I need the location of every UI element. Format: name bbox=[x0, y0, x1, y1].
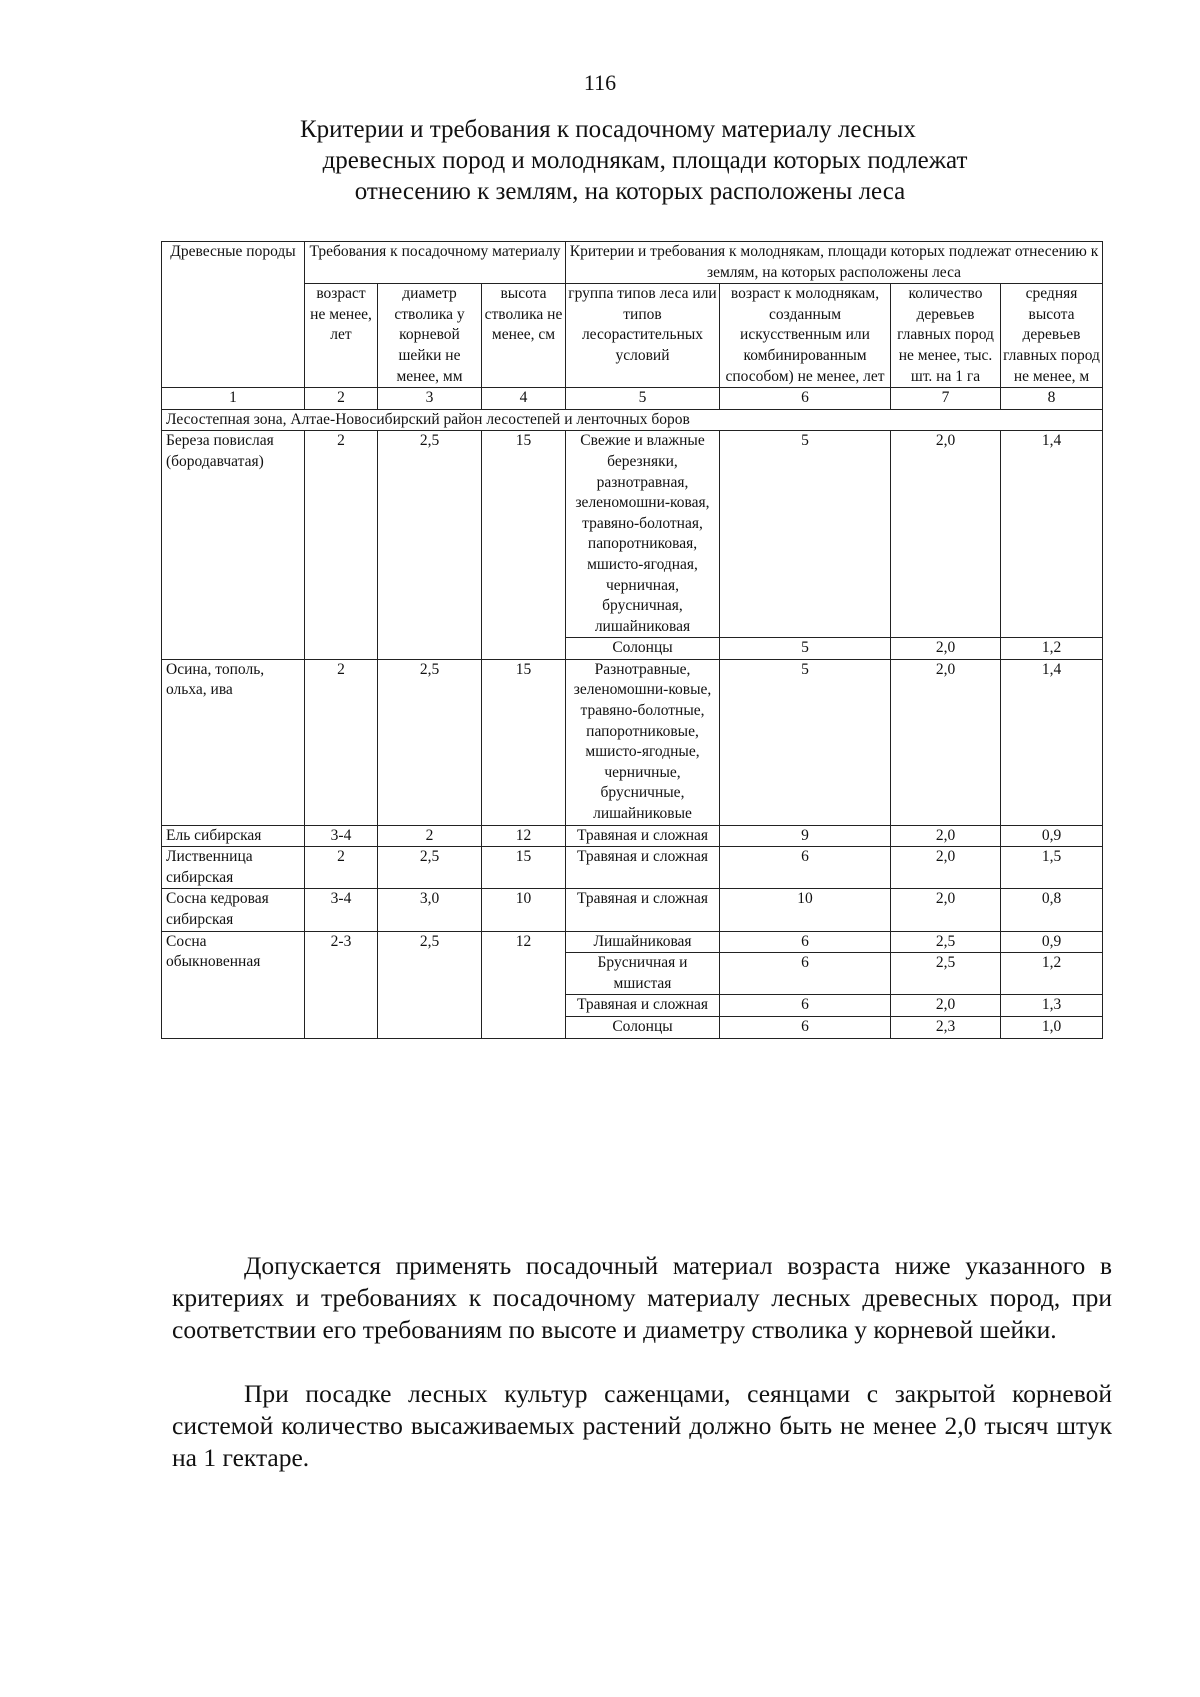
title-line-2: древесных пород и молоднякам, площади которых подлежат bbox=[322, 147, 968, 174]
cell-height: 12 bbox=[482, 931, 566, 1038]
page-number: 116 bbox=[583, 70, 617, 95]
table-header-row bbox=[162, 242, 1103, 284]
cell-avg-height: 0,8 bbox=[1001, 889, 1103, 931]
cell-avg-height: 1,4 bbox=[1001, 431, 1103, 638]
cell-forest-type: Травяная и сложная bbox=[566, 825, 720, 847]
paragraph-1 bbox=[172, 1250, 1112, 1346]
cell-avg-height: 1,5 bbox=[1001, 847, 1103, 889]
title-line-3: отнесению к землям, на которых расположены леса bbox=[354, 178, 906, 205]
cell-young-age: 6 bbox=[720, 1016, 891, 1038]
table-row bbox=[162, 847, 1103, 889]
table-row bbox=[162, 659, 1103, 825]
header-young-age: возраст к молоднякам, созданным искусственным или комбинированным способом) не менее, лет bbox=[720, 284, 891, 388]
cell-age: 2 bbox=[305, 431, 378, 660]
column-numbers-row bbox=[162, 388, 1103, 410]
cell-young-age: 5 bbox=[720, 431, 891, 638]
cell-species: Сосна обыкновенная bbox=[162, 931, 305, 1038]
cell-forest-type: Травяная и сложная bbox=[566, 889, 720, 931]
paragraph-2 bbox=[172, 1378, 1112, 1474]
cell-forest-type: Свежие и влажные березняки, разнотравная, зеленомошни-ковая, травяно-болотная, папоротниковая, мшисто-ягодная, черничная, брусничная, лишайниковая bbox=[566, 431, 720, 638]
cell-diameter: 2,5 bbox=[378, 431, 482, 660]
header-avg-height: средняя высота деревьев главных пород не менее, м bbox=[1001, 284, 1103, 388]
cell-young-age: 6 bbox=[720, 953, 891, 995]
cell-age: 2 bbox=[305, 847, 378, 889]
table-row bbox=[162, 931, 1103, 953]
cell-avg-height: 1,3 bbox=[1001, 995, 1103, 1017]
cell-age: 3-4 bbox=[305, 889, 378, 931]
cell-species: Береза повислая (бородавчатая) bbox=[162, 431, 305, 660]
cell-avg-height: 0,9 bbox=[1001, 931, 1103, 953]
cell-tree-count: 2,0 bbox=[891, 847, 1001, 889]
cell-avg-height: 1,0 bbox=[1001, 1016, 1103, 1038]
cell-forest-type: Лишайниковая bbox=[566, 931, 720, 953]
cell-tree-count: 2,3 bbox=[891, 1016, 1001, 1038]
column-number: 3 bbox=[378, 388, 482, 410]
cell-species: Ель сибирская bbox=[162, 825, 305, 847]
cell-height: 15 bbox=[482, 431, 566, 660]
cell-tree-count: 2,0 bbox=[891, 825, 1001, 847]
cell-diameter: 2 bbox=[378, 825, 482, 847]
cell-forest-type: Разнотравные, зеленомошни-ковые, травяно-болотные, папоротниковые, мшисто-ягодные, черничные, брусничные, лишайниковые bbox=[566, 659, 720, 825]
cell-young-age: 10 bbox=[720, 889, 891, 931]
column-number: 4 bbox=[482, 388, 566, 410]
cell-height: 10 bbox=[482, 889, 566, 931]
cell-forest-type: Солонцы bbox=[566, 1016, 720, 1038]
cell-forest-type: Солонцы bbox=[566, 638, 720, 660]
column-number: 8 bbox=[1001, 388, 1103, 410]
zone-label: Лесостепная зона, Алтае-Новосибирский район лесостепей и ленточных боров bbox=[162, 409, 1103, 431]
cell-diameter: 2,5 bbox=[378, 659, 482, 825]
cell-height: 15 bbox=[482, 659, 566, 825]
zone-row bbox=[162, 409, 1103, 431]
paragraph-1-text: Допускается применять посадочный материал возраста ниже указанного в критериях и требованиях к посадочному материалу лесных древесных пород, при соответствии его требованиям по высоте и диаметру стволика у корневой шейки. bbox=[172, 1251, 1112, 1344]
cell-avg-height: 1,2 bbox=[1001, 638, 1103, 660]
cell-species: Осина, тополь, ольха, ива bbox=[162, 659, 305, 825]
cell-tree-count: 2,0 bbox=[891, 638, 1001, 660]
cell-age: 2 bbox=[305, 659, 378, 825]
table-row bbox=[162, 431, 1103, 638]
page-title bbox=[250, 114, 970, 207]
header-planting-material: Требования к посадочному материалу bbox=[305, 242, 566, 284]
cell-species: Сосна кедровая сибирская bbox=[162, 889, 305, 931]
column-number: 6 bbox=[720, 388, 891, 410]
title-line-1: Критерии и требования к посадочному материалу лесных bbox=[300, 116, 916, 143]
header-height: высота стволика не менее, см bbox=[482, 284, 566, 388]
cell-forest-type: Брусничная и мшистая bbox=[566, 953, 720, 995]
column-number: 2 bbox=[305, 388, 378, 410]
cell-tree-count: 2,5 bbox=[891, 931, 1001, 953]
paragraph-2-text: При посадке лесных культур саженцами, сеянцами с закрытой корневой системой количество высаживаемых растений должно быть не менее 2,0 тысяч штук на 1 гектаре. bbox=[172, 1379, 1112, 1472]
cell-tree-count: 2,0 bbox=[891, 431, 1001, 638]
cell-young-age: 5 bbox=[720, 638, 891, 660]
header-forest-type: группа типов леса или типов лесорастительных условий bbox=[566, 284, 720, 388]
cell-height: 12 bbox=[482, 825, 566, 847]
table-row bbox=[162, 889, 1103, 931]
cell-forest-type: Травяная и сложная bbox=[566, 995, 720, 1017]
cell-tree-count: 2,0 bbox=[891, 659, 1001, 825]
cell-diameter: 2,5 bbox=[378, 931, 482, 1038]
cell-avg-height: 1,2 bbox=[1001, 953, 1103, 995]
header-species: Древесные породы bbox=[162, 242, 305, 388]
column-number: 7 bbox=[891, 388, 1001, 410]
cell-tree-count: 2,0 bbox=[891, 995, 1001, 1017]
cell-diameter: 2,5 bbox=[378, 847, 482, 889]
header-tree-count: количество деревьев главных пород не менее, тыс. шт. на 1 га bbox=[891, 284, 1001, 388]
cell-young-age: 5 bbox=[720, 659, 891, 825]
cell-young-age: 6 bbox=[720, 847, 891, 889]
criteria-table bbox=[161, 241, 1103, 1039]
column-number: 1 bbox=[162, 388, 305, 410]
column-number: 5 bbox=[566, 388, 720, 410]
cell-avg-height: 0,9 bbox=[1001, 825, 1103, 847]
cell-young-age: 6 bbox=[720, 995, 891, 1017]
header-diameter: диаметр стволика у корневой шейки не менее, мм bbox=[378, 284, 482, 388]
header-age: возраст не менее, лет bbox=[305, 284, 378, 388]
cell-tree-count: 2,0 bbox=[891, 889, 1001, 931]
cell-diameter: 3,0 bbox=[378, 889, 482, 931]
header-young-stands: Критерии и требования к молоднякам, площади которых подлежат отнесению к землям, на которых расположены леса bbox=[566, 242, 1103, 284]
cell-tree-count: 2,5 bbox=[891, 953, 1001, 995]
cell-avg-height: 1,4 bbox=[1001, 659, 1103, 825]
cell-age: 2-3 bbox=[305, 931, 378, 1038]
cell-young-age: 6 bbox=[720, 931, 891, 953]
cell-height: 15 bbox=[482, 847, 566, 889]
cell-young-age: 9 bbox=[720, 825, 891, 847]
cell-forest-type: Травяная и сложная bbox=[566, 847, 720, 889]
cell-age: 3-4 bbox=[305, 825, 378, 847]
table-row bbox=[162, 825, 1103, 847]
cell-species: Лиственница сибирская bbox=[162, 847, 305, 889]
